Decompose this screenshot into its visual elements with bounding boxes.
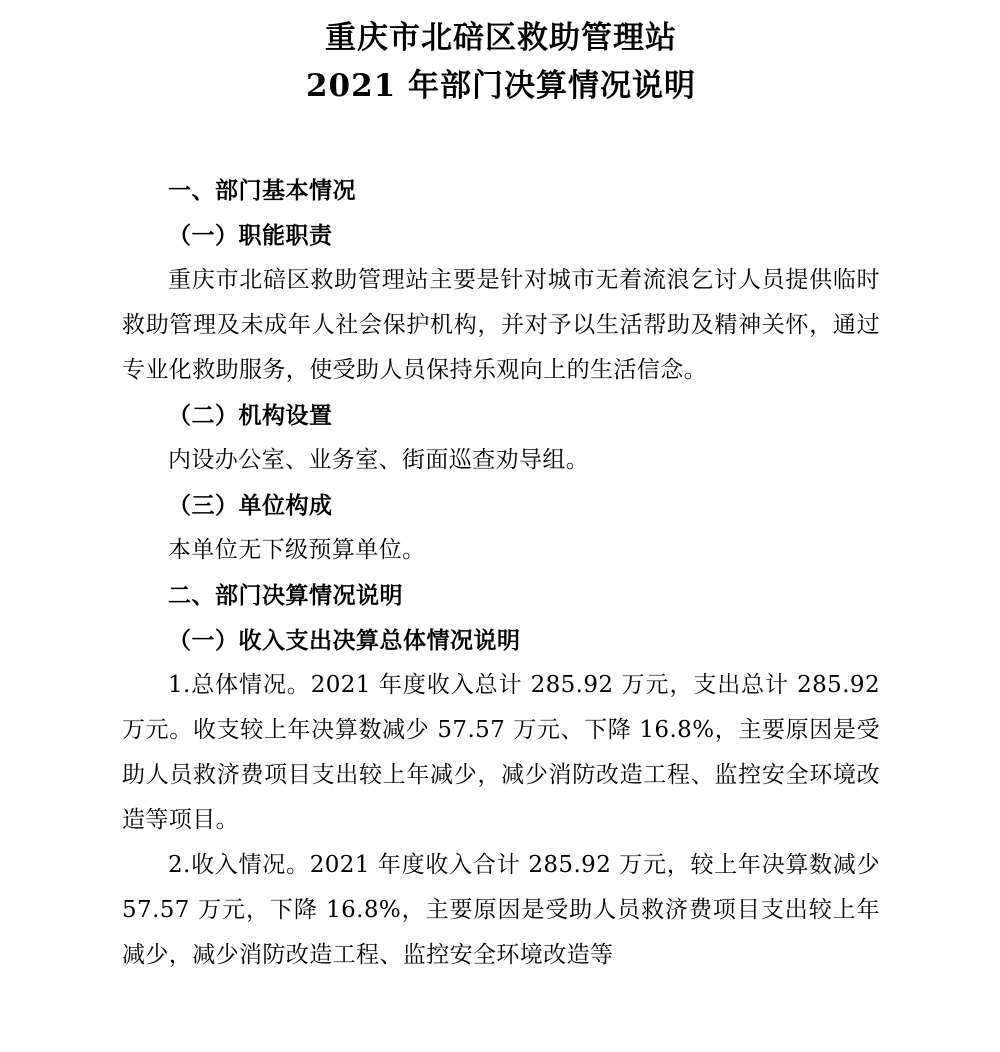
- page-title: [122, 14, 880, 110]
- paragraph-income-situation: 2.收入情况。2021 年度收入合计 285.92 万元，较上年决算数减少 57.57 万元，下降 16.8%，主要原因是受助人员救济费项目支出较上年减少，减少消防改造工程、监控安全环境改造等: [122, 852, 880, 968]
- document-body: [122, 168, 880, 978]
- paragraph-unit-composition: 本单位无下级预算单位。: [168, 537, 426, 563]
- subsection-heading-organization: （二）机构设置: [168, 402, 333, 429]
- page-title-line-1: 重庆市北碚区救助管理站: [325, 20, 677, 56]
- title-spacer: [122, 110, 880, 168]
- section-heading-part-one: 一、部门基本情况: [168, 177, 356, 204]
- section-heading-part-two: 二、部门决算情况说明: [168, 582, 403, 609]
- page-title-line-2: 2021 年部门决算情况说明: [305, 68, 697, 104]
- paragraph-organization: 内设办公室、业务室、街面巡查劝导组。: [168, 447, 590, 473]
- subsection-heading-unit-composition: （三）单位构成: [168, 492, 333, 519]
- paragraph-overall-situation: 1.总体情况。2021 年度收入总计 285.92 万元，支出总计 285.92 万元。收支较上年决算数减少 57.57 万元、下降 16.8%，主要原因是受助人员救济费项目支出较上年减少，减少消防改造工程、监控安全环境改造等项目。: [122, 672, 880, 833]
- paragraph-duties: 重庆市北碚区救助管理站主要是针对城市无着流浪乞讨人员提供临时救助管理及未成年人社会保护机构，并对予以生活帮助及精神关怀，通过专业化救助服务，使受助人员保持乐观向上的生活信念。: [122, 267, 880, 383]
- subsection-heading-income-expenditure-overview: （一）收入支出决算总体情况说明: [168, 627, 521, 654]
- subsection-heading-duties: （一）职能职责: [168, 222, 333, 249]
